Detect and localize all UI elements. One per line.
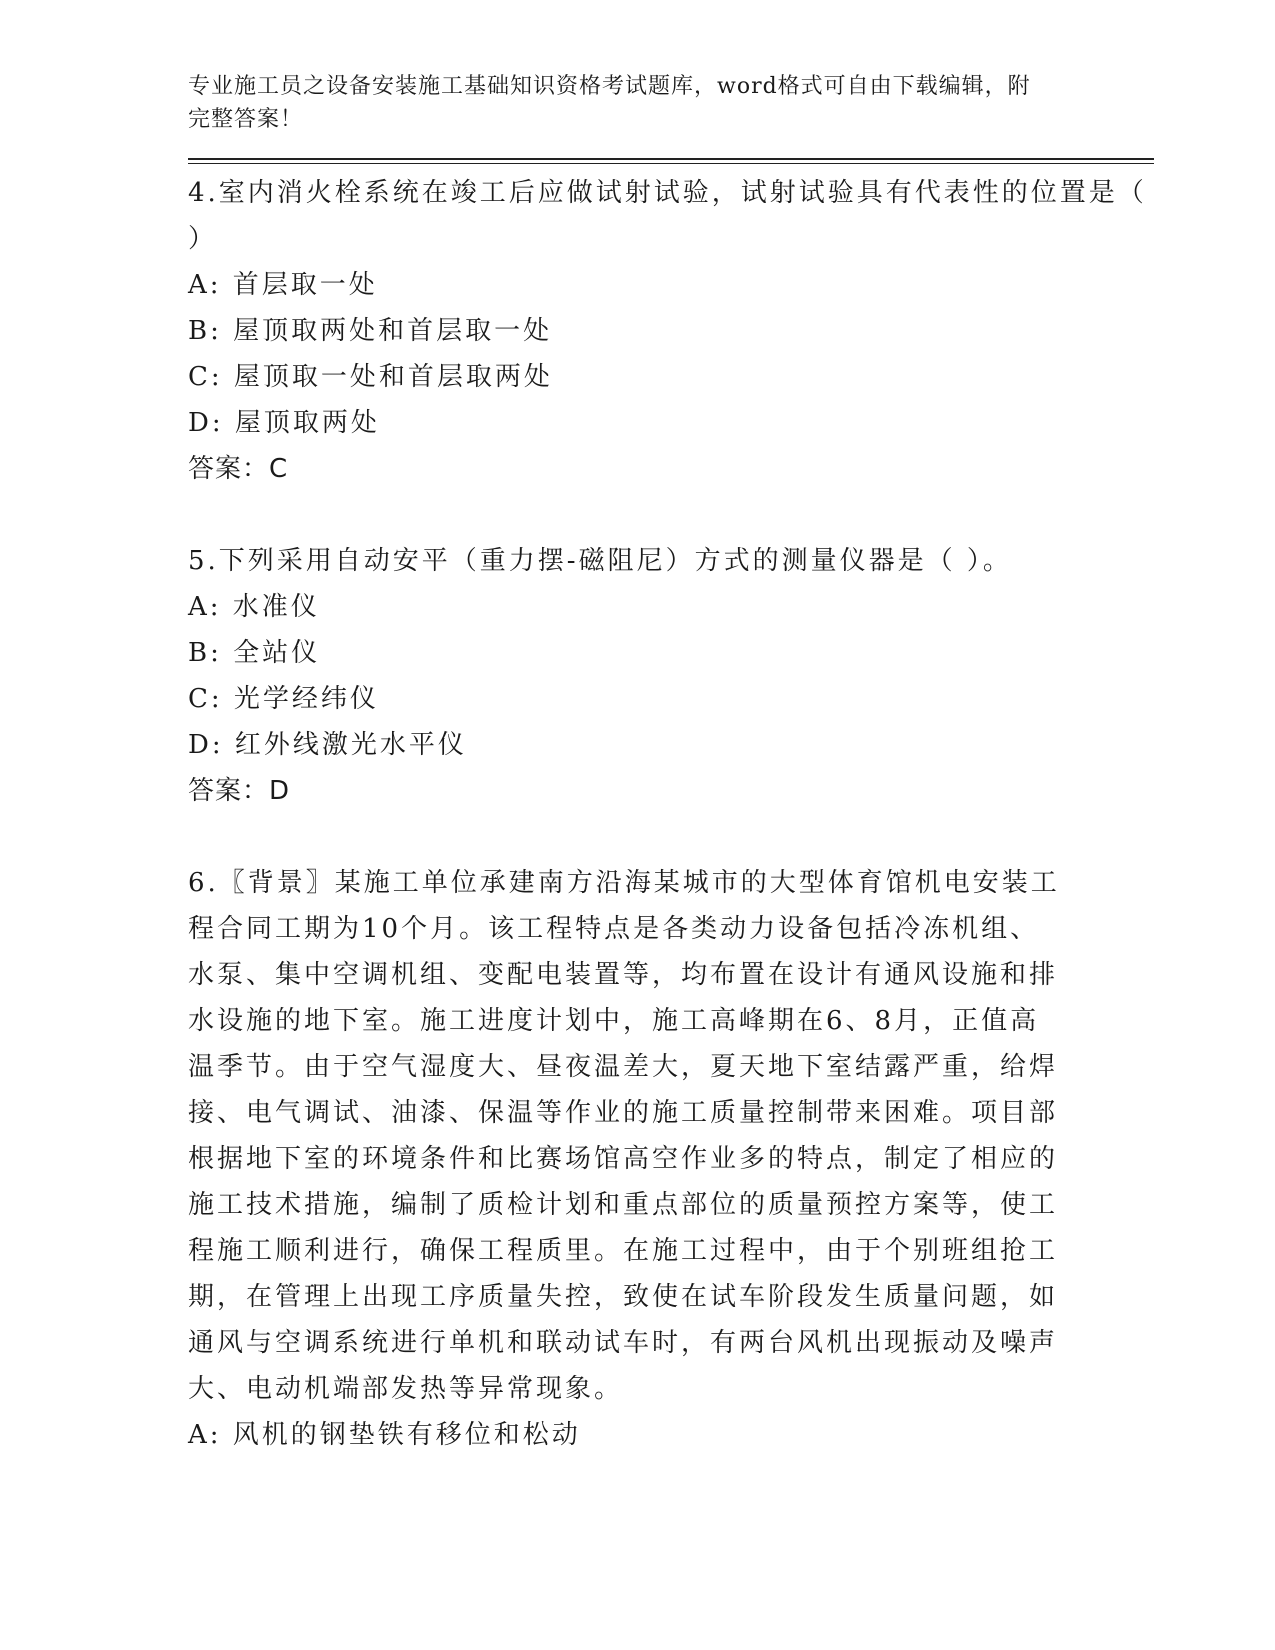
option-d: D: 红外线激光水平仪 [188, 730, 467, 760]
question-5 [188, 538, 1148, 814]
document-page [188, 70, 1148, 1458]
header-divider [188, 158, 1154, 164]
option-a: A: 风机的钢垫铁有移位和松动 [188, 1420, 581, 1450]
option-d: D: 屋顶取两处 [188, 408, 380, 438]
option-a: A: 首层取一处 [188, 270, 378, 300]
option-c: C: 屋顶取一处和首层取两处 [188, 362, 553, 392]
option-b: B: 屋顶取两处和首层取一处 [188, 316, 553, 346]
option-a: A: 水准仪 [188, 592, 320, 622]
answer: 答案：C [188, 454, 289, 484]
spacer [188, 492, 1148, 538]
spacer [188, 814, 1148, 860]
question-stem: 6.〖背景〗某施工单位承建南方沿海某城市的大型体育馆机电安装工程合同工期为10个月。该工程特点是各类动力设备包括冷冻机组、水泵、集中空调机组、变配电装置等，均布置在设计有通风设施和排水设施的地下室。施工进度计划中，施工高峰期在6、8月，正值高温季节。由于空气湿度大、昼夜温差大，夏天地下室结露严重，给焊接、电气调试、油漆、保温等作业的施工质量控制带来困难。项目部根据地下室的环境条件和比赛场馆高空作业多的特点，制定了相应的施工技术措施，编制了质检计划和重点部位的质量预控方案等，使工程施工顺利进行，确保工程质里。在施工过程中，由于个别班组抢工期，在管理上出现工序质量失控，致使在试车阶段发生质量问题，如通风与空调系统进行单机和联动试车时，有两台风机出现振动及噪声大、电动机端部发热等异常现象。 [188, 868, 1060, 1404]
option-c: C: 光学经纬仪 [188, 684, 379, 714]
question-stem: 5.下列采用自动安平（重力摆-磁阻尼）方式的测量仪器是（ ）。 [188, 546, 1012, 576]
question-6 [188, 860, 1148, 1458]
question-4 [188, 170, 1148, 492]
option-b: B: 全站仪 [188, 638, 321, 668]
answer: 答案：D [188, 776, 291, 806]
document-header: 专业施工员之设备安装施工基础知识资格考试题库，word格式可自由下载编辑，附完整答案！ [188, 74, 1031, 132]
question-stem: 4.室内消火栓系统在竣工后应做试射试验，试射试验具有代表性的位置是（ ） [188, 178, 1147, 254]
